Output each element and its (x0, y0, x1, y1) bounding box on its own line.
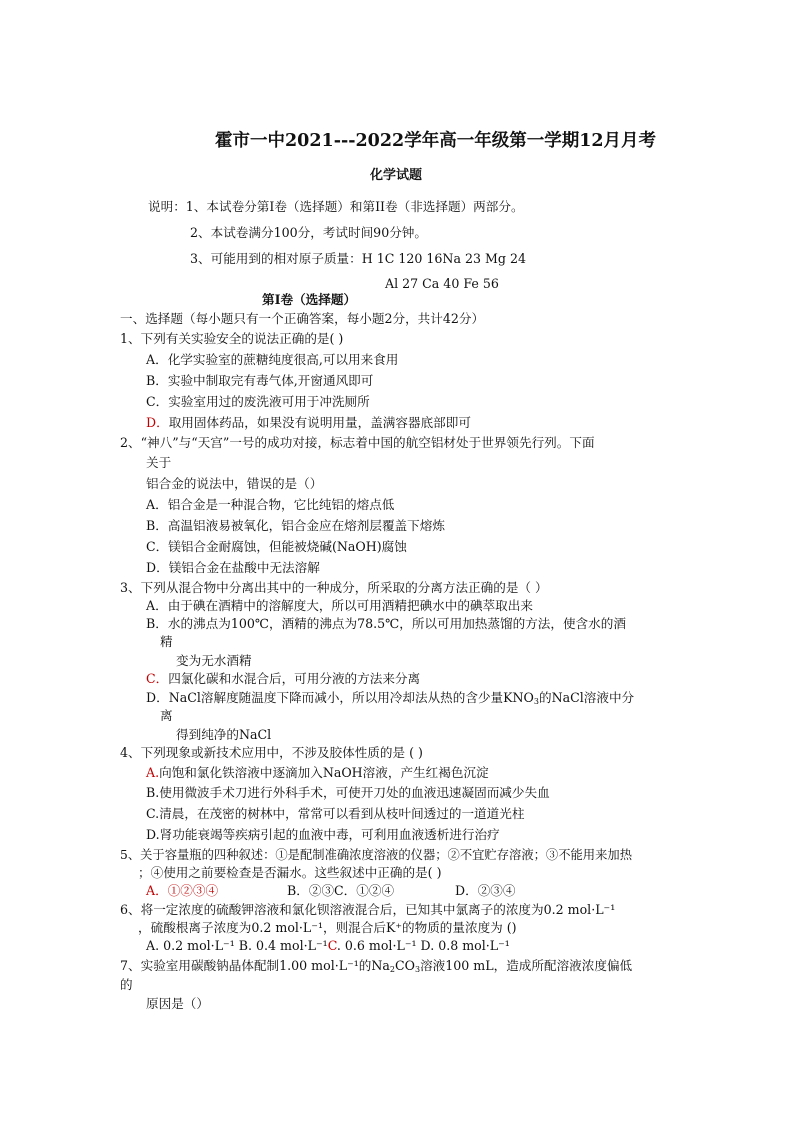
q6-option-c-label: C (327, 938, 337, 953)
q3-option-d-text-b: 的NaCl溶液中分 (538, 690, 635, 705)
q4-option-b: B.使用微波手术刀进行外科手术，可使开刀处的血液迅速凝固而减少失血 (146, 785, 550, 800)
q6-stem-line1: 6、将一定浓度的硫酸钾溶液和氯化钡溶液混合后，已知其中氯离子的浓度为0.2 mol·L⁻¹ (120, 902, 616, 917)
q3-option-c-label: C． (146, 671, 169, 686)
note-3: 3、可能用到的相对原子质量：H 1C 120 16Na 23 Mg 24 (190, 251, 526, 266)
q3-option-d-line2: 离 (160, 708, 173, 723)
q1-option-b: B．实验中制取完有毒气体,开窗通风即可 (146, 373, 374, 388)
q3-option-b-line1: B．水的沸点为100℃，酒精的沸点为78.5℃，所以可用加热蒸馏的方法，使含水的酒 (146, 616, 626, 631)
q4-option-c: C.清晨，在茂密的树林中，常常可以看到从枝叶间透过的一道道光柱 (146, 806, 525, 821)
q3-option-b-line2: 精 (160, 634, 173, 649)
q7-stem-text-c: 溶液100 mL，造成所配溶液浓度偏低 (420, 958, 633, 973)
q3-option-d-text-a: D．NaCl溶解度随温度下降而减小，所以用冷却法从热的含少量KNO (146, 690, 534, 705)
q2-option-a: A．铝合金是一种混合物，它比纯铝的熔点低 (146, 497, 395, 512)
q2-stem-line3: 铝合金的说法中，错误的是（） (146, 476, 323, 491)
q7-stem-text-a: 7、实验室用碳酸钠晶体配制1.00 mol·L⁻¹的Na (120, 958, 390, 973)
q6-option-a: A. 0.2 mol·L⁻¹ (146, 938, 235, 953)
q3-option-d-subscript: 3 (533, 697, 539, 706)
q6-option-c-text: . 0.6 mol·L⁻¹ (336, 938, 417, 953)
q7-subscript-2: 3 (414, 965, 421, 974)
q3-option-d-line3: 得到纯净的NaCl (176, 727, 272, 742)
q7-stem-line1 (120, 957, 632, 975)
q2-option-c: C．镁铝合金耐腐蚀，但能被烧碱(NaOH)腐蚀 (146, 539, 407, 554)
q3-option-d-line1 (146, 689, 634, 707)
q5-option-d: D．②③④ (455, 883, 516, 898)
q3-option-c (146, 670, 420, 688)
section-instruction: 一、选择题（每小题只有一个正确答案，每小题2分，共计42分） (120, 311, 485, 326)
q1-option-a: A．化学实验室的蔗糖纯度很高,可以用来食用 (146, 352, 399, 367)
exam-title: 霍市一中2021---2022学年高一年级第一学期12月月考 (215, 131, 657, 151)
q6-option-d: D. 0.8 mol·L⁻¹ (420, 938, 510, 953)
section-heading: 第Ⅰ卷（选择题） (262, 292, 357, 307)
q4-option-a-label: A. (146, 765, 160, 780)
q3-option-b-line3: 变为无水酒精 (176, 653, 252, 668)
q7-subscript-1: 2 (389, 965, 396, 974)
q1-option-d (146, 414, 471, 432)
q1-option-d-label: D． (146, 415, 169, 430)
q6-options (146, 937, 510, 955)
q6-option-b: B. 0.4 mol·L⁻¹ (238, 938, 328, 953)
q3-stem: 3、下列从混合物中分离出其中的一种成分，所采取的分离方法正确的是（ ） (120, 580, 548, 595)
note-2: 2、本试卷满分100分，考试时间90分钟。 (190, 225, 427, 240)
q4-option-d: D.肾功能衰竭等疾病引起的血液中毒，可利用血液透析进行治疗 (146, 827, 500, 842)
q4-stem: 4、下列现象或新技术应用中，不涉及胶体性质的是 ( ) (120, 745, 423, 760)
q7-stem-line3: 原因是（） (146, 996, 209, 1011)
q7-stem-text-b: CO (395, 958, 415, 973)
q5-option-b-c: B．②③C．①②④ (287, 883, 395, 898)
q3-option-c-text: 四氯化碳和水混合后，可用分液的方法来分离 (168, 671, 421, 686)
q5-stem-line1: 5、关于容量瓶的四种叙述：①是配制准确浓度溶液的仪器；②不宜贮存溶液；③不能用来加热 (120, 848, 632, 862)
exam-subtitle: 化学试题 (370, 168, 423, 183)
q5-stem-line2: ；④使用之前要检查是否漏水。这些叙述中正确的是( ) (138, 865, 442, 880)
note-4: Al 27 Ca 40 Fe 56 (385, 276, 499, 291)
q1-option-c: C．实验室用过的废洗液可用于冲洗厕所 (146, 394, 370, 409)
q2-stem-line1: 2、“神八”与“天宫”一号的成功对接，标志着中国的航空铝材处于世界领先行列。下面 (120, 435, 595, 450)
q6-stem-line2: ，硫酸根离子浓度为0.2 mol·L⁻¹，则混合后K⁺的物质的量浓度为 () (138, 920, 517, 935)
q2-option-b: B．高温铝液易被氧化，铝合金应在熔剂层覆盖下熔炼 (146, 518, 445, 533)
q1-option-d-text: 取用固体药品，如果没有说明用量，盖满容器底部即可 (168, 415, 471, 430)
q7-stem-line2: 的 (120, 977, 133, 992)
q5-option-a: A．①②③④ (146, 883, 219, 898)
q3-option-a: A．由于碘在酒精中的溶解度大，所以可用酒精把碘水中的碘萃取出来 (146, 598, 533, 613)
q2-stem-line2: 关于 (146, 455, 172, 470)
q4-option-a-text: 向饱和氯化铁溶液中逐滴加入NaOH溶液，产生红褐色沉淀 (159, 765, 489, 780)
q4-option-a (146, 764, 489, 782)
q2-option-d: D．镁铝合金在盐酸中无法溶解 (146, 560, 320, 575)
q1-stem: 1、下列有关实验安全的说法正确的是( ) (120, 331, 344, 346)
note-1: 说明：1、本试卷分第Ⅰ卷（选择题）和第II卷（非选择题）两部分。 (148, 199, 524, 214)
